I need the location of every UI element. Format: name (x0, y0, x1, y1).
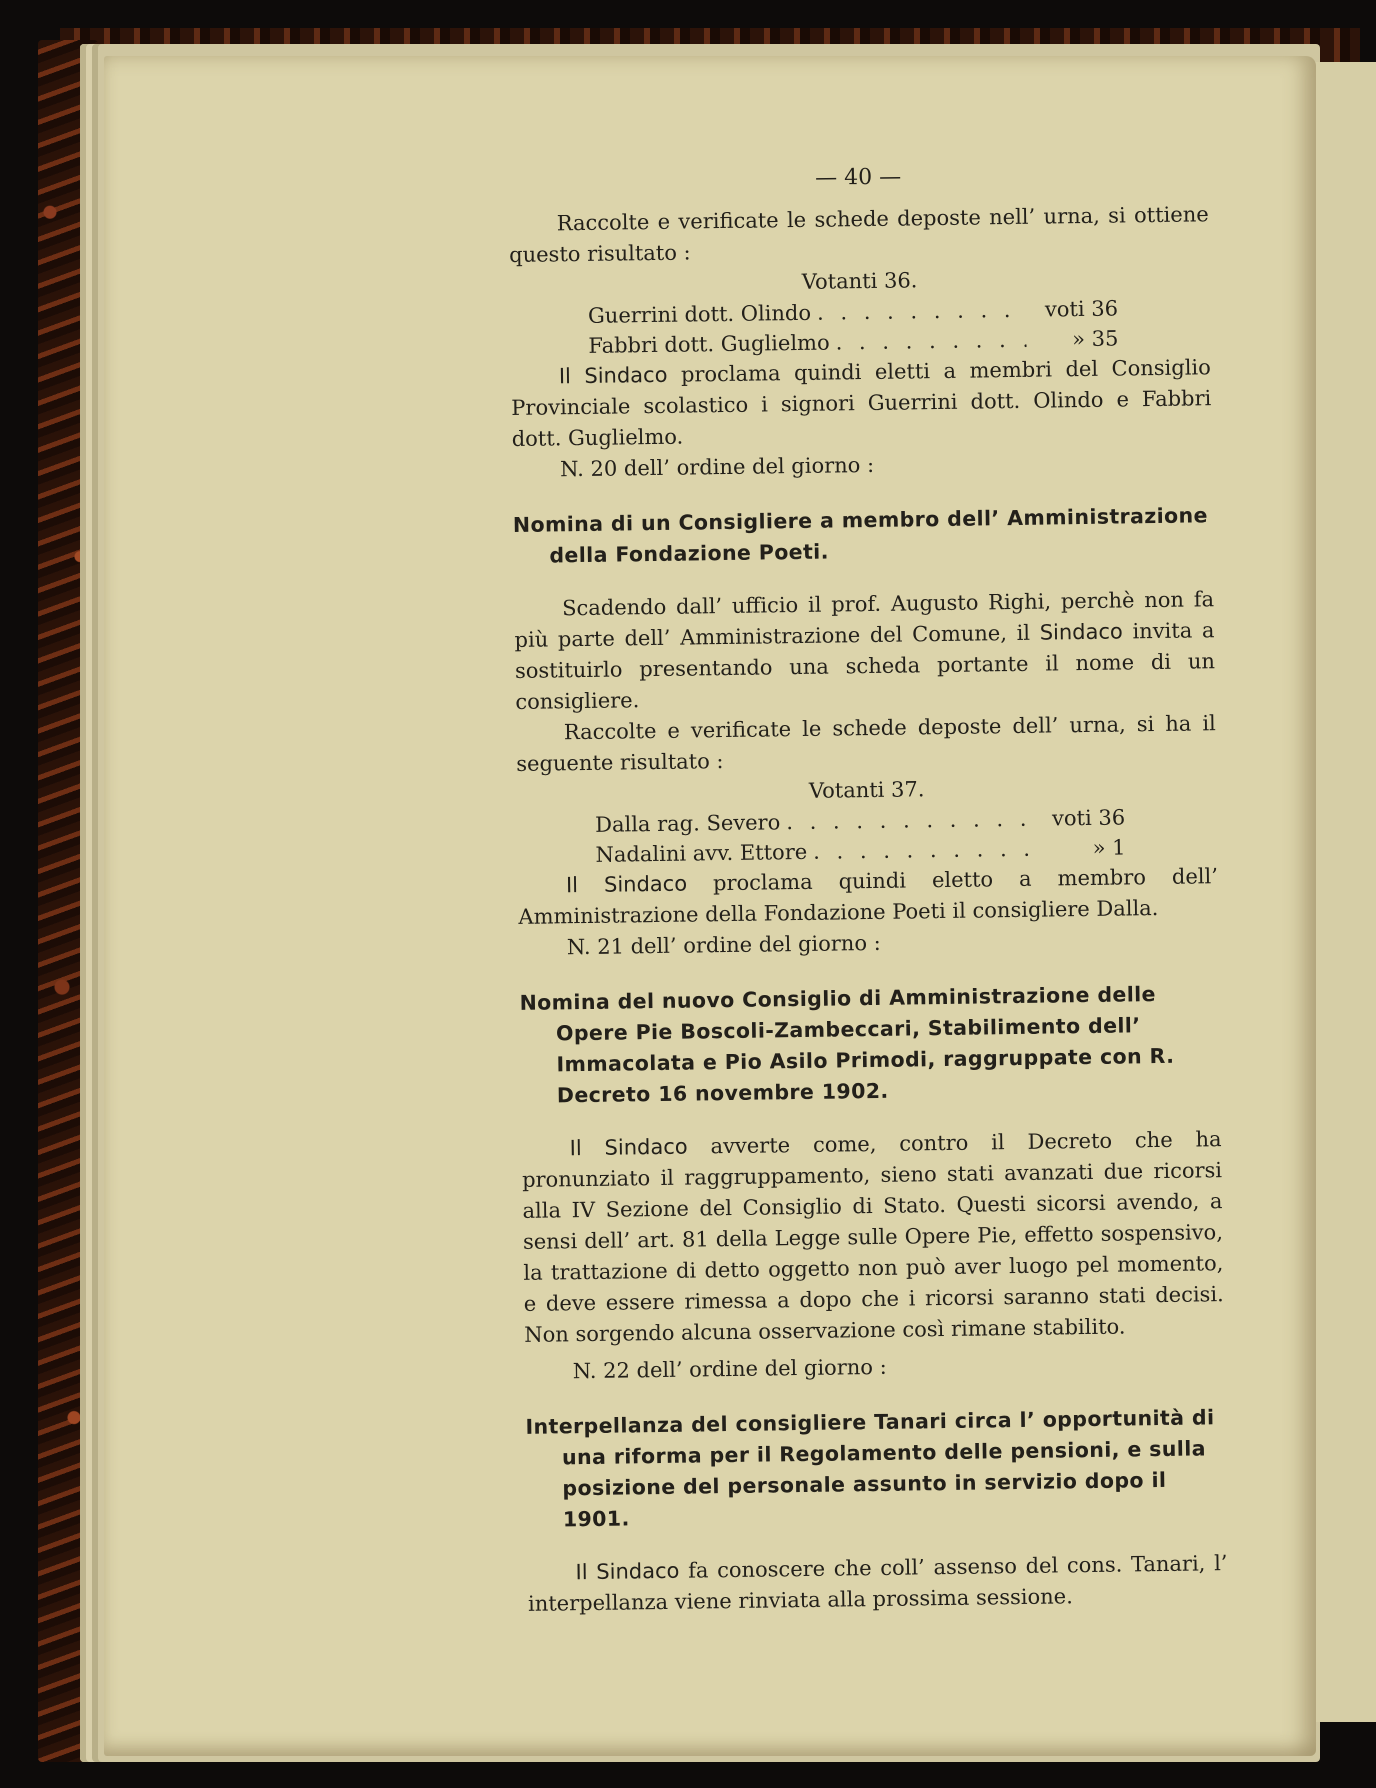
sindaco-label: Il Sindaco (569, 1134, 688, 1161)
para-text: invita a sostituirlo presentando una scheda portante il nome di un consigliere. (514, 618, 1216, 714)
sindaco-label: Il Sindaco (575, 1558, 680, 1585)
section2-next-item: N. 21 dell’ ordine del giorno : (566, 930, 881, 960)
section1-result (511, 352, 1212, 455)
section2-heading: Nomina di un Consigliere a membro dell’ Amministrazione della Fondazione Poeti. (512, 503, 1209, 568)
para-text: Scadendo dall’ ufficio il prof. Augusto Righi, perchè non fa più parte dell’ Amministrazione del Comune, il (514, 587, 1215, 652)
section3-next-item: N. 22 dell’ ordine del giorno : (572, 1354, 887, 1384)
section3-heading: Nomina del nuovo Consiglio di Amministrazione delle Opere Pie Boscoli-Zambeccari, Stabilimento dell’ Immacolata e Pio Asilo Primodi, raggruppate con R. Decreto 16 novembre 1902. (519, 982, 1175, 1108)
section2-votanti: Votanti 37. (808, 777, 925, 803)
page-number: — 40 — (814, 164, 902, 191)
result-text: proclama quindi eletto a membro dell’ Amministrazione della Fondazione Poeti il consigliere Dalla. (518, 864, 1219, 929)
sindaco-label: Sindaco (1039, 619, 1123, 645)
result-text: proclama quindi eletti a membri del Consiglio Provinciale scolastico i signori Guerrini dott. Olindo e Fabbri dott. Guglielmo. (511, 355, 1212, 451)
vote-value: voti 36 (1051, 805, 1126, 831)
sindaco-label: Il Sindaco (565, 871, 688, 898)
section4-heading: Interpellanza del consigliere Tanari circa l’ opportunità di una riforma per il Regolamento delle pensioni, e sulla posizione del personale assunto in servizio dopo il 1901. (525, 1405, 1215, 1532)
body-text: avverte come, contro il Decreto che ha pronunziato il raggruppamento, sieno stati avanzati due ricorsi alla IV Sezione del Consiglio di Stato. Questi sicorsi avendo, a sensi dell’ art. 81 della Legge sulle Opere Pie, effetto sospensivo, la trattazione di detto oggetto non può aver luogo pel momento, e deve essere rimessa a dopo che i ricorsi saranno stati decisi. Non sorgendo alcuna osservazione così rimane stabilito. (521, 1127, 1224, 1347)
vote-name: Fabbri dott. Guglielmo (588, 330, 830, 358)
section2-para1 (514, 584, 1216, 718)
section4-body (527, 1548, 1228, 1620)
leader-dots (829, 325, 1026, 358)
section3-body (521, 1124, 1224, 1351)
vote-value: voti 36 (1044, 296, 1119, 322)
vote-name: Nadalini avv. Ettore (595, 839, 808, 867)
vote-name: Guerrini dott. Olindo (587, 300, 812, 328)
section2-result (518, 861, 1219, 933)
section1-next-item: N. 20 dell’ ordine del giorno : (560, 452, 875, 482)
vote-value: » 1 (1092, 835, 1126, 860)
page-text (508, 160, 1228, 1620)
section1-votanti: Votanti 36. (801, 268, 918, 294)
body-text: fa conoscere che coll’ assenso del cons. Tanari, l’ interpellanza viene rinviata alla prossima sessione. (527, 1551, 1228, 1616)
section2-para2: Raccolte e verificate le schede deposte dell’ urna, si ha il seguente risultato : (516, 711, 1216, 776)
vote-name: Dalla rag. Severo (594, 810, 781, 837)
leader-dots (811, 295, 1026, 328)
vote-value: » 35 (1071, 326, 1119, 352)
sindaco-label: Il Sindaco (558, 362, 668, 389)
section1-intro: Raccolte e verificate le schede deposte nell’ urna, si ottiene questo risultato : (509, 202, 1209, 267)
leader-dots (780, 804, 1033, 838)
leader-dots (807, 834, 1034, 867)
